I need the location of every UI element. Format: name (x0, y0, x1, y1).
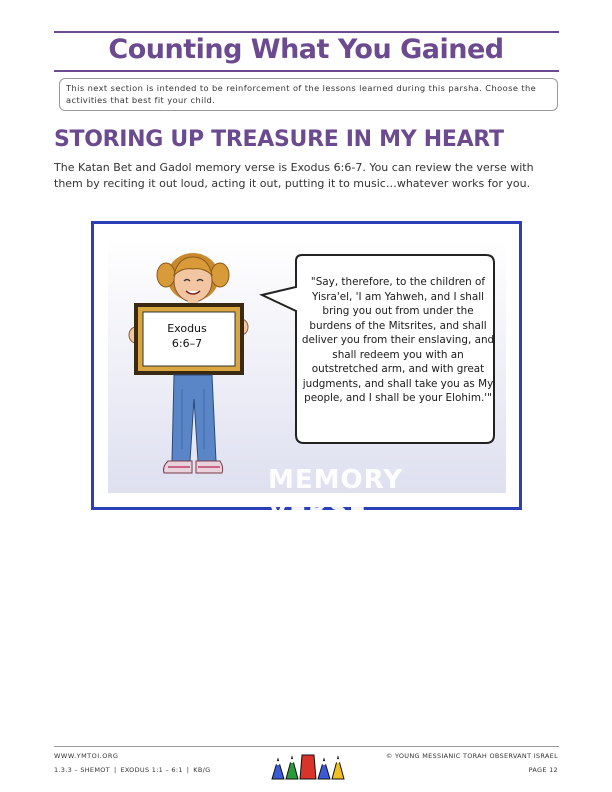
sign-label (144, 321, 230, 351)
memory-verse-illustration (108, 239, 506, 525)
footer-url: WWW.YMTOI.ORG (54, 752, 119, 760)
memory-verse-frame (91, 221, 522, 525)
footer-copyright: © YOUNG MESSIANIC TORAH OBSERVANT ISRAEL (385, 752, 558, 760)
memory-verse-watermark: MEMORY VERSE (268, 465, 404, 525)
page-number: PAGE 12 (528, 766, 558, 774)
sign-book: Exodus (167, 322, 207, 335)
ymtoi-logo (268, 751, 348, 781)
section-body: The Katan Bet and Gadol memory verse is Exodus 6:6-7. You can review the verse with them by reciting it out loud, acting it out, putting it to music…whatever works for you. (54, 161, 534, 190)
footer-meta: 1.3.3 – SHEMOT | EXODUS 1:1 – 6:1 | KB/G (54, 766, 211, 774)
footer-level: KB/G (193, 766, 211, 774)
title-top-rule (54, 31, 559, 33)
page-title: Counting What You Gained (108, 34, 504, 65)
intro-box: This next section is intended to be reinforcement of the lessons learned during this parsha. Choose the activities that best fit your child. (59, 78, 558, 111)
verse-text: "Say, therefore, to the children of Yisra'el, 'I am Yahweh, and I shall bring you out from under the burdens of the Mitsrites, and shall deliver you from their enslaving, and shall redeem you with an outstretched arm, and with great judgments, and shall take you as My people, and I shall be your Elohim.'" (301, 276, 495, 404)
section-heading: STORING UP TREASURE IN MY HEART (54, 127, 504, 152)
title-bottom-rule (54, 70, 559, 72)
footer-lesson: 1.3.3 – SHEMOT (54, 766, 110, 774)
footer-reference: EXODUS 1:1 – 6:1 (120, 766, 183, 774)
sign-reference: 6:6–7 (171, 337, 203, 350)
footer-rule (54, 746, 559, 747)
